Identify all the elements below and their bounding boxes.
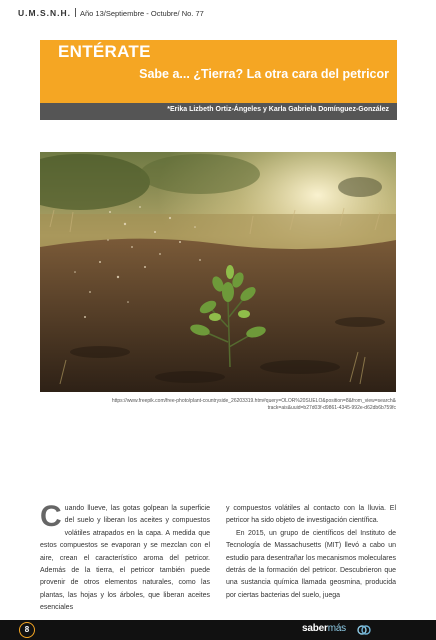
- section-title: ENTÉRATE: [58, 42, 151, 61]
- article-banner: [40, 40, 397, 120]
- logo-symbol-icon: [357, 623, 371, 637]
- header-divider: [75, 8, 76, 17]
- article-headline: Sabe a... ¿Tierra? La otra cara del petricor: [139, 67, 389, 81]
- running-header: [18, 8, 418, 22]
- logo-text-saber: saber: [302, 623, 328, 634]
- page-number: 8: [19, 622, 35, 638]
- drop-cap: C: [40, 500, 62, 533]
- photo-credit-line-2: track=ais&uuid=b27d03f-d9861-4345-992e-d62db6b759fc: [267, 405, 396, 411]
- banner-orange-band: [40, 40, 397, 103]
- issue-info: Año 13/Septiembre - Octubre/ No. 77: [79, 9, 204, 18]
- saber-mas-logo: [302, 623, 346, 634]
- logo-text-mas: más: [327, 623, 346, 634]
- body-column-left: [40, 500, 210, 615]
- plant-in-rain-photo: [40, 152, 396, 392]
- page-footer: [0, 620, 436, 640]
- article-photo: [40, 152, 396, 392]
- photo-credit-line-1: https://www.freepik.com/free-photo/plant-countryside_26203319.htm#query=OLOR%20SUELO&position=8&from_view=search&: [111, 398, 396, 404]
- university-name: U.M.S.N.H.: [18, 8, 71, 18]
- article-authors: *Erika Lizbeth Ortiz-Ángeles y Karla Gabriela Domínguez-González: [167, 106, 389, 113]
- paragraph-3: En 2015, un grupo de científicos del Instituto de Tecnología de Massachusetts (MIT) llevó a cabo un estudio para desentrañar los mecanismos moleculares detrás de la formación del petricor. Descubrieron que una sustancia química llamada geosmina, producida por ciertas bacterias del suelo, juega: [226, 529, 396, 599]
- paragraph-1: uando llueve, las gotas golpean la superficie del suelo y liberan los aceites y compuestos volátiles atrapados en la capa. A medida que estos compuestos se evaporan y se mezclan con el aire, crean el característico aroma del petricor. Además de la tierra, el petricor también puede provenir de otros elementos naturales, como las plantas, las hojas y los árboles, que liberan aceites esenciales: [40, 505, 210, 612]
- paragraph-2: y compuestos volátiles al contacto con la lluvia. El petricor ha sido objeto de investigación científica.: [226, 505, 396, 525]
- body-column-right: [226, 503, 396, 602]
- photo-credit: [40, 398, 396, 412]
